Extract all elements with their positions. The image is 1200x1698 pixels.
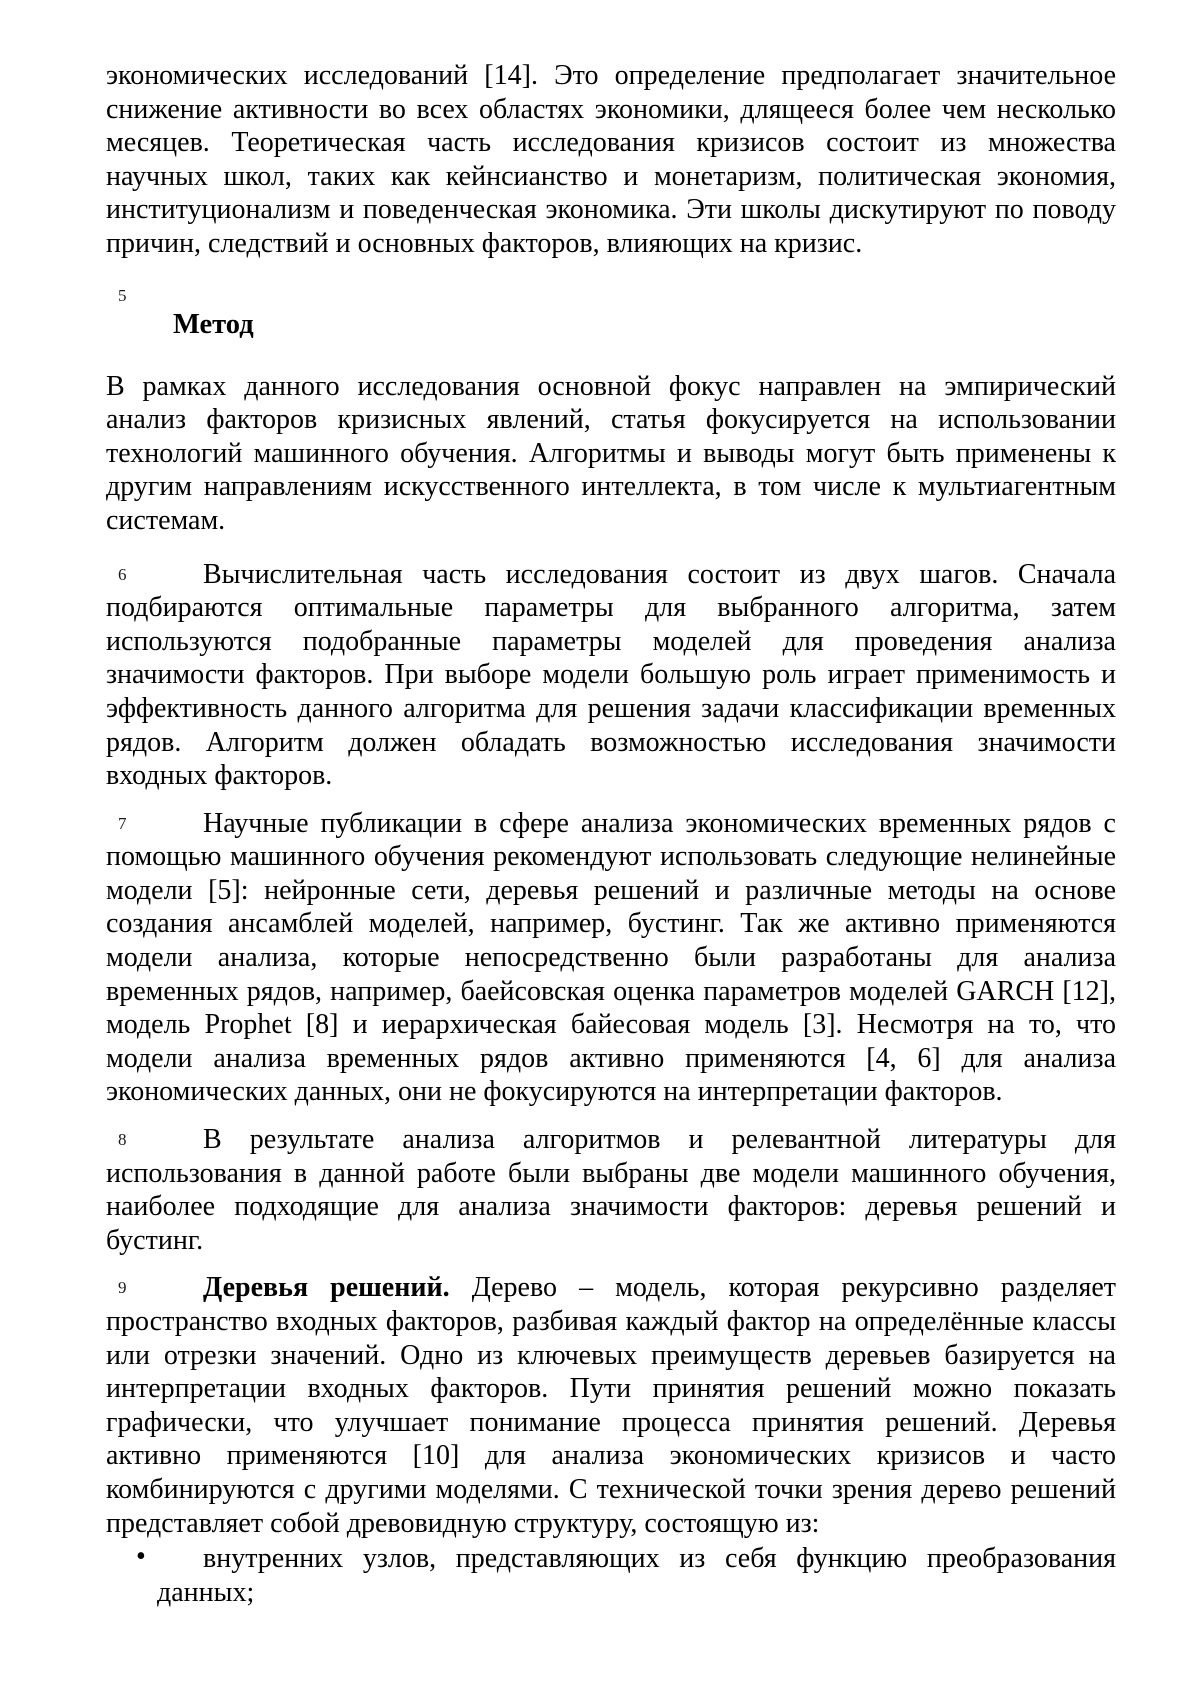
paragraph-intro: [106, 59, 1116, 261]
paragraph-9: [106, 1271, 1116, 1540]
paragraph-6-text: Вычислительная часть исследования состоит из двух шагов. Сначала подбираются оптимальные параметры для выбранного алгоритма, затем используются подобранные параметры моделей для проведения анализа значимости факторов. При выборе модели большую роль играет применимость и эффективность данного алгоритма для решения задачи классификации временных рядов. Алгоритм должен обладать возможностью исследования значимости входных факторов.: [106, 558, 1116, 792]
text-body: [106, 59, 1116, 1609]
paragraph-number-9: 9: [118, 1278, 127, 1298]
paragraph-8: [106, 1123, 1116, 1257]
paragraph-9-lead: Деревья решений.: [203, 1272, 450, 1304]
paragraph-7: [106, 807, 1116, 1109]
paragraph-8-text: В результате анализа алгоритмов и релевантной литературы для использования в данной работе были выбраны две модели машинного обучения, наиболее подходящие для анализа значимости факторов: деревья решений и бустинг.: [106, 1124, 1116, 1256]
bullet-icon: •: [136, 1541, 146, 1573]
section-number-line: [106, 285, 1116, 307]
bullet-item-text: внутренних узлов, представляющих из себя функцию преобразования данных;: [157, 1543, 1116, 1608]
paragraph-number-8: 8: [118, 1130, 127, 1150]
section-number: 5: [118, 285, 127, 305]
paragraph-9-text: Дерево – модель, которая рекурсивно разделяет пространство входных факторов, разбивая каждый фактор на определённые классы или отрезки значений. Одно из ключевых преимуществ деревьев базируется на интерпретации входных факторов. Пути принятия решений можно показать графически, что улучшает понимание процесса принятия решений. Деревья активно применяются [10] для анализа экономических кризисов и часто комбинируются с другими моделями. С технической точки зрения дерево решений представляет собой древовидную структуру, состоящую из:: [106, 1272, 1116, 1539]
paragraph-intro-text: экономических исследований [14]. Это определение предполагает значительное снижение активности во всех областях экономики, длящееся более чем несколько месяцев. Теоретическая часть исследования кризисов состоит из множества научных школ, таких как кейнсианство и монетаризм, политическая экономия, институционализм и поведенческая экономика. Эти школы дискутируют по поводу причин, следствий и основных факторов, влияющих на кризис.: [106, 60, 1116, 259]
section-heading-method: Метод: [173, 308, 254, 340]
paragraph-method-intro: [106, 370, 1116, 538]
paragraph-method-intro-text: В рамках данного исследования основной фокус направлен на эмпирический анализ факторов кризисных явлений, статья фокусируется на использовании технологий машинного обучения. Алгоритмы и выводы могут быть применены к другим направлениям искусственного интеллекта, в том числе к мультиагентным системам.: [106, 370, 1116, 536]
paragraph-7-text: Научные публикации в сфере анализа экономических временных рядов с помощью машинного обучения рекомендуют использовать следующие нелинейные модели [5]: нейронные сети, деревья решений и различные методы на основе создания ансамблей моделей, например, бустинг. Так же активно применяются модели анализа, которые непосредственно были разработаны для анализа временных рядов, например, баейсовская оценка параметров моделей GARCH [12], модель Prophet [8] и иерархическая байесовая модель [3]. Несмотря на то, что модели анализа временных рядов активно применяются [4, 6] для анализа экономических данных, они не фокусируются на интерпретации факторов.: [106, 807, 1116, 1108]
bullet-item: [106, 1542, 1116, 1609]
paragraph-6: [106, 558, 1116, 793]
paragraph-number-6: 6: [118, 564, 127, 584]
paragraph-number-7: 7: [118, 813, 127, 833]
